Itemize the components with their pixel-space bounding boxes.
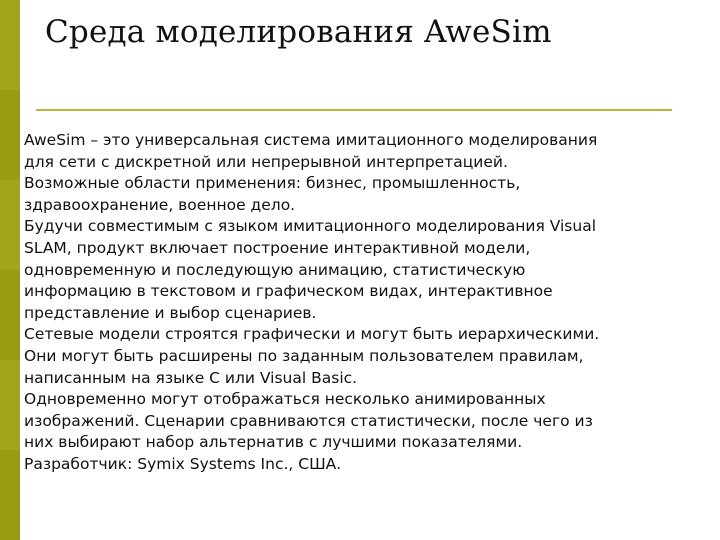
paragraph-overview [24, 130, 710, 216]
text-line: них выбирают набор альтернатив с лучшими показателями. [24, 433, 523, 452]
text-line: SLAM, продукт включает построение интерактивной модели, [24, 238, 531, 257]
accent-side-bar [0, 0, 20, 540]
side-bar-segment [0, 0, 20, 90]
slide-title: Среда моделирования AweSim [45, 14, 552, 50]
side-bar-segment [0, 360, 20, 450]
text-line: Возможные области применения: бизнес, промышленность, [24, 174, 521, 193]
text-line: информацию в текстовом и графическом видах, интерактивное [24, 282, 553, 301]
text-line: одновременную и последующую анимацию, статистическую [24, 260, 526, 279]
title-divider [36, 109, 672, 111]
text-line: Будучи совместимым с языком имитационного моделирования Visual [24, 217, 596, 236]
text-line: Сетевые модели строятся графически и могут быть иерархическими. [24, 325, 600, 344]
slide-body [24, 130, 710, 476]
text-line: AweSim – это универсальная система имитационного моделирования [24, 131, 598, 149]
side-bar-segment [0, 90, 20, 180]
side-bar-segment [0, 270, 20, 360]
paragraph-network-models [24, 324, 710, 389]
text-line: здравоохранение, военное дело. [24, 195, 296, 214]
text-line: Одновременно могут отображаться несколько анимированных [24, 390, 546, 409]
side-bar-segment [0, 180, 20, 270]
text-line: представление и выбор сценариев. [24, 303, 317, 322]
text-line: для сети с дискретной или непрерывной интерпретацией. [24, 152, 508, 171]
paragraph-animation [24, 389, 710, 475]
side-bar-segment [0, 450, 20, 540]
paragraph-visual-slam [24, 216, 710, 324]
text-line: написанным на языке С или Visual Basic. [24, 368, 358, 387]
text-line: Разработчик: Symix Systems Inc., США. [24, 454, 342, 473]
text-line: изображений. Сценарии сравниваются статистически, после чего из [24, 411, 593, 430]
text-line: Они могут быть расширены по заданным пользователем правилам, [24, 346, 584, 365]
